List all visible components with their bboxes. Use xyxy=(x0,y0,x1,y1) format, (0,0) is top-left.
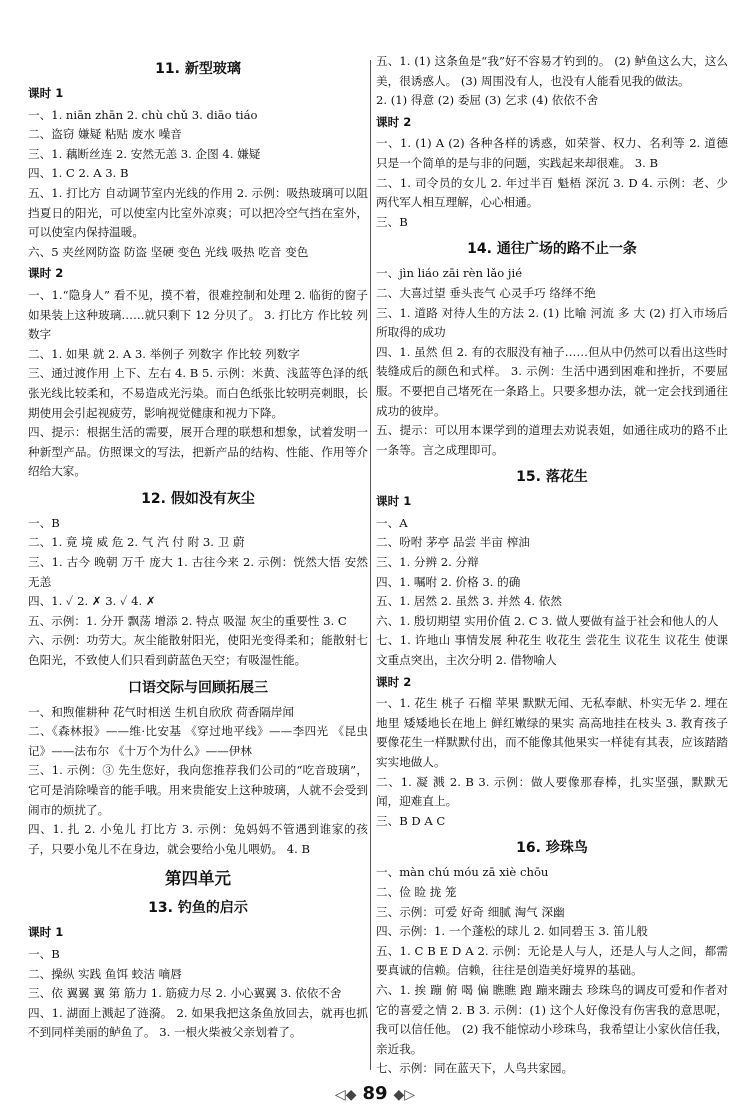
section-heading: 15. 落花生 xyxy=(516,469,588,486)
answer-line: 四、1. 虽然 但 2. 有的衣服没有袖子……但从中仍然可以看出这些时装缝成后的颜色和式样。 3. 示例：生活中遇到困难和挫折，不要屈服。不要把自己堵死在一条路上。只要多想办法，就一定会找到通往成功的彼岸。 xyxy=(376,344,728,418)
answer-line: 一、1. 花生 桃子 石榴 苹果 默默无闻、无私奉献、朴实无华 2. 埋在地里 矮矮地长在地上 鲜红嫩绿的果实 高高地挂在枝头 3. 教育孩子要像花生一样默默付出，而不能像其他果实一样徒有其表，应该踏踏实实地做人。 xyxy=(376,696,728,769)
answer-line: 七、示例：同在蓝天下，人鸟共家园。 xyxy=(376,1061,574,1076)
answer-line: 六、1. 挨 蹦 俯 喝 偏 瞧瞧 跑 蹦来蹦去 珍珠鸟的调皮可爱和作者对它的喜爱之情 2. B 3. 示例：(1) 这个人好像没有伤害我的意思呢，我可以信任他。 (2) 我不能惊动小珍珠鸟，我希望让小家伙信任我，亲近我。 xyxy=(376,982,728,1056)
answer-line: 二、大喜过望 垂头丧气 心灵手巧 络绎不绝 xyxy=(376,285,596,300)
unit-heading: 第四单元 xyxy=(165,869,231,889)
column-divider xyxy=(370,60,371,1070)
answer-line: 二、《森林报》——维·比安基 《穿过地平线》——李四光 《昆虫记》——法布尔 《十万个为什么》——伊林 xyxy=(28,724,368,758)
lesson-subheading: 课时 1 xyxy=(28,86,64,100)
answer-line: 四、1. 湖面上溅起了涟漪。 2. 如果我把这条鱼放回去，就再也抓不到同样美丽的鲈鱼了。 3. 一根火柴被父亲划着了。 xyxy=(28,1005,368,1040)
answer-line: 三、1. 古今 晚朝 万千 庞大 1. 古往今来 2. 示例：恍然大悟 安然无恙 xyxy=(28,555,368,589)
answer-line: 三、1. 示例：③ 先生您好，我向您推荐我们公司的“吃音玻璃”，它可是消除噪音的能手哦。用来贵能安上这种玻璃，人就不会受到闹市的烦扰了。 xyxy=(28,763,368,817)
answer-line: 一、1. niān zhān 2. chù chǔ 3. diāo tiáo xyxy=(28,107,258,122)
answer-line: 五、1. C B E D A 2. 示例：无论是人与人，还是人与人之间，都需要真诚的信赖。信赖，往往是创造美好境界的基础。 xyxy=(376,943,728,978)
answer-line: 三、B D A C xyxy=(376,813,446,828)
answer-line: 四、1. 嘱咐 2. 价格 3. 的确 xyxy=(376,574,521,589)
answer-line: 一、和煦催耕种 花气时相送 生机自欣欣 荷香隔岸闻 xyxy=(28,704,295,719)
section-heading: 11. 新型玻璃 xyxy=(155,61,241,77)
lesson-subheading: 课时 1 xyxy=(28,925,64,940)
answer-line: 一、1. (1) A (2) 各种各样的诱惑，如荣誉、权力、名利等 2. 道德只是一个简单的是与非的问题，实践起来却很难。 3. B xyxy=(376,136,728,170)
lesson-subheading: 课时 2 xyxy=(376,114,412,129)
answer-line: 四、1. C 2. A 3. B xyxy=(28,166,129,181)
right-column xyxy=(376,52,728,1079)
answer-line: 二、1. 凝 溅 2. B 3. 示例：做人要像那春棒，扎实坚强，默默无闻，迎难直上。 xyxy=(376,774,728,809)
answer-line: 五、1. (1) 这条鱼是“我”好不容易才钓到的。 (2) 鲈鱼这么大，这么美，很诱惑人。 (3) 周围没有人，也没有人能看见我的做法。 xyxy=(376,54,728,88)
answer-line: 五、1. 居然 2. 虽然 3. 并然 4. 依然 xyxy=(376,594,562,609)
answer-line: 六、1. 殷切期望 实用价值 2. C 3. 做人要做有益于社会和他人的人 xyxy=(376,613,719,628)
lesson-subheading: 课时 2 xyxy=(376,674,412,689)
answer-line: 一、jìn liáo zāi rèn lǎo jié xyxy=(376,266,523,281)
answer-line: 一、màn chú móu zā xiè chōu xyxy=(376,865,549,880)
answer-line: 三、示例：可爱 好奇 细腻 淘气 深幽 xyxy=(376,904,565,919)
answer-line: 五、示例：1. 分开 飘荡 增添 2. 特点 吸湿 灰尘的重要性 3. C xyxy=(28,613,347,628)
answer-line: 二、盗窃 嫌疑 粘贴 废水 噪音 xyxy=(28,127,182,142)
answer-line: 四、1. ✓ 2. ✗ 3. ✓ 4. ✗ xyxy=(28,594,156,609)
answer-line: 二、操纵 实践 鱼饵 蛟洁 嘀唇 xyxy=(28,966,182,981)
answer-line: 七、1. 许地山 事情发展 种花生 收花生 尝花生 议花生 议花生 使课文重点突出，主次分明 2. 借物喻人 xyxy=(376,633,728,668)
answer-line: 六、示例：功劳大。灰尘能散射阳光，使阳光变得柔和；能散射七色阳光，不致使人们只看到蔚蓝色天空；有吸湿性能。 xyxy=(28,633,368,668)
answer-line: 五、提示：可以用本课学到的道理去劝说表姐，如通往成功的路不止一条等。言之成理即可。 xyxy=(376,423,728,457)
answer-line: 二、1. 竟 境 威 危 2. 气 汽 付 附 3. 卫 蔚 xyxy=(28,535,245,550)
answer-line: 四、示例：1. 一个蓬松的球儿 2. 如同碧玉 3. 笛儿般 xyxy=(376,924,648,939)
answer-line: 三、B xyxy=(376,214,408,229)
page-number: 89 xyxy=(362,1083,388,1104)
answer-line: 二、俭 睑 拢 笼 xyxy=(376,884,457,899)
section-heading: 16. 珍珠鸟 xyxy=(516,840,588,857)
section-heading: 口语交际与回顾拓展三 xyxy=(128,679,268,696)
left-ornament-icon: ◁◆ xyxy=(334,1087,357,1103)
answer-line: 三、1. 藕断丝连 2. 安然无恙 3. 企图 4. 嫌疑 xyxy=(28,146,261,161)
lesson-subheading: 课时 2 xyxy=(28,266,64,281)
answer-line: 一、1.“隐身人” 看不见，摸不着，很难控制和处理 2. 临街的窗子如果装上这种玻璃……就只剩下 12 分贝了。 3. 打比方 作比较 列数字 xyxy=(28,287,368,342)
section-heading: 12. 假如没有灰尘 xyxy=(141,490,255,507)
left-column xyxy=(28,52,368,1043)
page-footer xyxy=(0,1083,750,1104)
answer-line: 二、吩咐 茅亭 品尝 半亩 榨油 xyxy=(376,535,530,550)
answer-line: 一、B xyxy=(28,515,60,530)
answer-line: 六、5 夹丝网防盗 防盗 坚硬 变色 光线 吸热 吃音 变色 xyxy=(28,244,309,259)
answer-line: 三、依 翼翼 翼 第 筋力 1. 筋疲力尽 2. 小心翼翼 3. 依依不舍 xyxy=(28,986,342,1001)
answer-line: 一、A xyxy=(376,515,408,530)
answer-line: 五、1. 打比方 自动调节室内光线的作用 2. 示例：吸热玻璃可以阻挡夏日的阳光，可以使室内比室外凉爽；可以把冷空气挡在室外，可以使室内保持温暖。 xyxy=(28,185,368,240)
answer-line: 一、B xyxy=(28,946,60,961)
answer-line: 2. (1) 得意 (2) 委屈 (3) 乞求 (4) 依依不舍 xyxy=(376,93,599,108)
answer-line: 三、1. 分辨 2. 分辩 xyxy=(376,555,479,570)
lesson-subheading: 课时 1 xyxy=(376,494,412,509)
section-heading: 13. 钓鱼的启示 xyxy=(148,900,248,917)
answer-line: 二、1. 司令员的女儿 2. 年过半百 魁梧 深沉 3. D 4. 示例：老、少两代军人相互理解，心心相通。 xyxy=(376,175,728,210)
right-ornament-icon: ◆▷ xyxy=(393,1087,416,1103)
section-heading: 14. 通往广场的路不止一条 xyxy=(467,241,637,258)
answer-line: 三、通过渡作用 上下、左右 4. B 5. 示例：米黄、浅蓝等色泽的纸张光线比较柔和，不易造成光污染。而白色纸张比较明亮刺眼，长期使用会引起视疲劳，影响视觉健康和视力下降。 xyxy=(28,366,368,420)
answer-line: 四、1. 扎 2. 小兔儿 打比方 3. 示例：兔妈妈不管遇到谁家的孩子，只要小兔儿不在身边，就会要给小兔儿喂奶。 4. B xyxy=(28,822,368,856)
answer-line: 二、1. 如果 就 2. A 3. 举例子 列数字 作比较 列数字 xyxy=(28,346,300,361)
answer-line: 三、1. 道路 对待人生的方法 2. (1) 比喻 河流 多 大 (2) 打入市场后所取得的成功 xyxy=(376,305,728,340)
answer-line: 四、提示：根据生活的需要，展开合理的联想和想象，试着发明一种新型产品。仿照课文的写法，把新产品的结构、性能、作用等介绍给大家。 xyxy=(28,425,368,479)
